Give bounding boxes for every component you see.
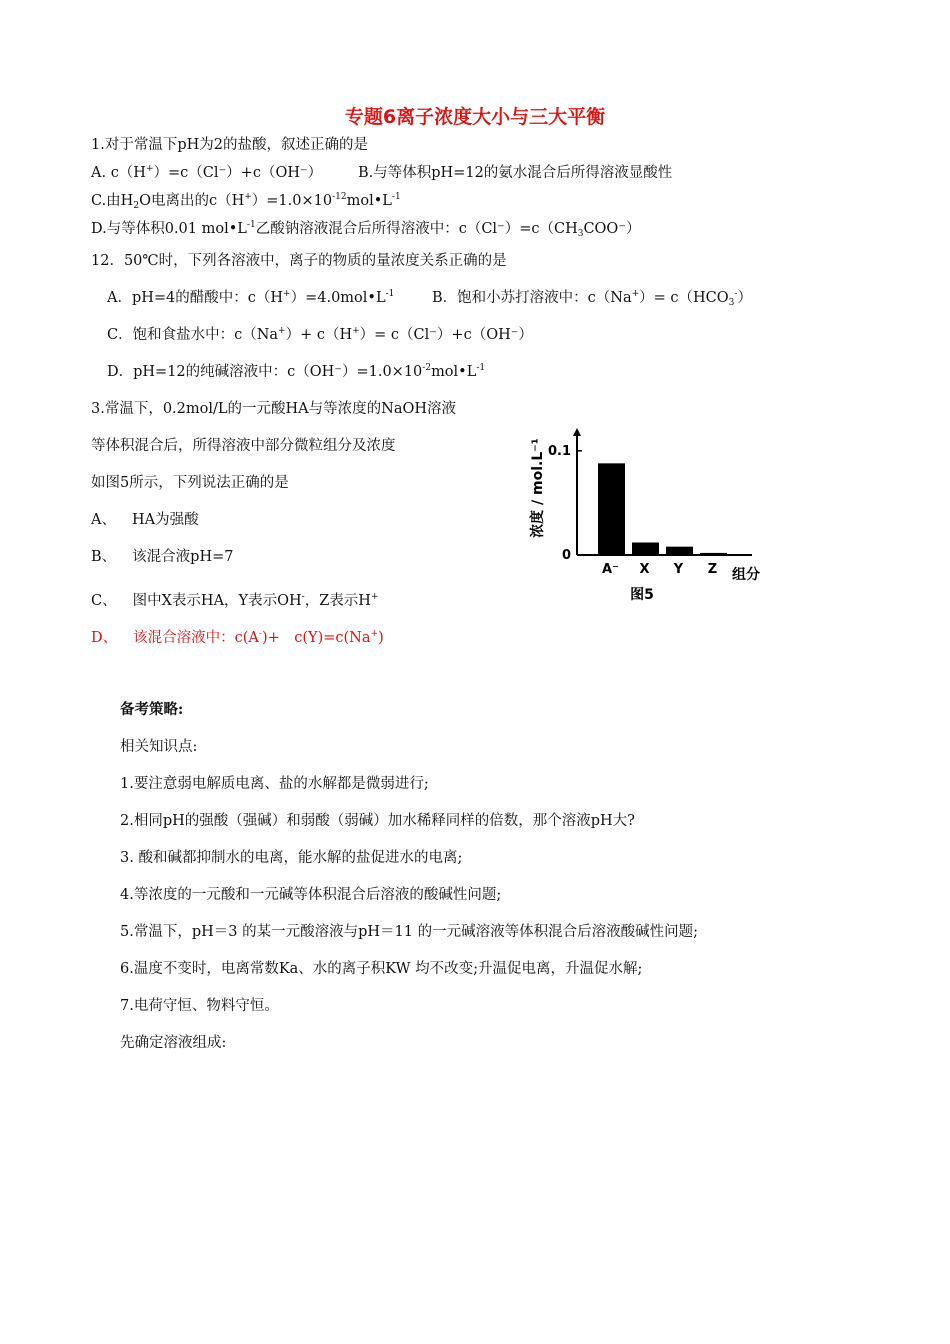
bar-4 [700, 553, 727, 555]
bar-2 [632, 543, 659, 556]
figure-5-chart [520, 418, 780, 613]
y-axis-arrow [573, 428, 581, 436]
y-axis-label: 浓度 / mol.L⁻¹ [530, 438, 546, 538]
x-tick-label: Y [673, 562, 684, 577]
strategy-item-7: 7.电荷守恒、物料守恒。 [120, 998, 279, 1014]
q2-option-a: A．pH=4的醋酸中：$c(H^+)=4.0mol•L^{-1}$ [107, 289, 395, 306]
x-tick-label: A⁻ [602, 562, 619, 577]
bar-3 [666, 547, 693, 555]
y-tick-label: 0.1 [547, 443, 571, 459]
q1-option-a: A. c（H+）=c（Cl⁻）+c（OH⁻） [91, 164, 323, 181]
strategy-item-5: 5.常温下，pH＝3 的某一元酸溶液与pH＝11 的一元碱溶液等体积混合后溶液酸碱性问题; [120, 924, 698, 940]
q3-option-c: C、 图中X表示HA，Y表示OH-，Z表示H+ [91, 592, 379, 609]
q1-option-b: B.与等体积pH=12的氨水混合后所得溶液显酸性 [358, 165, 673, 181]
q1-option-c: C.由$H_2O$电离出的$c(H^+)=1.0\times 10^{-12}mol•L^{-1}$ [91, 192, 401, 211]
strategy-item-3: 3. 酸和碱都抑制水的电离，能水解的盐促进水的电离; [120, 850, 463, 866]
q3-stem-line-2: 等体积混合后，所得溶液中部分微粒组分及浓度 [91, 438, 396, 454]
x-axis-label: 组分 [732, 567, 760, 583]
q3-option-d: D、 该混合溶液中：c(A-)+ c(Y)=c(Na+) [91, 629, 384, 646]
q1-option-d: D.与等体积0.01 $mol•L^{-1}$乙酸钠溶液混合后所得溶液中：$c(Cl^-)=c(CH_3COO^-)$ [91, 220, 641, 239]
strategy-last-line: 先确定溶液组成: [120, 1035, 227, 1051]
strategy-item-6: 6.温度不变时，电离常数Ka、水的离子积KW 均不改变;升温促电离，升温促水解; [120, 961, 643, 977]
q3-stem-line-1: 3.常温下，0.2mol/L的一元酸HA与等浓度的NaOH溶液 [91, 401, 457, 417]
strategy-heading: 备考策略: [120, 701, 184, 718]
x-tick-label: Z [707, 562, 718, 577]
q3-stem-line-3: 如图5所示，下列说法正确的是 [91, 475, 289, 491]
figure-caption: 图5 [630, 587, 654, 603]
bar-1 [598, 463, 625, 555]
y-tick-label: 0 [561, 548, 571, 563]
strategy-item-4: 4.等浓度的一元酸和一元碱等体积混合后溶液的酸碱性问题; [120, 887, 502, 903]
strategy-item-1: 1.要注意弱电解质电离、盐的水解都是微弱进行; [120, 776, 429, 792]
q2-option-b: B．饱和小苏打溶液中：$c(Na^+)= c(HCO_3^-)$ [432, 289, 752, 308]
q2-stem: 12．50℃时，下列各溶液中，离子的物质的量浓度关系正确的是 [91, 253, 507, 269]
q2-option-d: D．pH=12的纯碱溶液中：$c(OH^-)=1.0\times 10^{-2}mol•L^{-1}$ [107, 363, 486, 380]
x-tick-label: X [639, 562, 650, 577]
strategy-subheading: 相关知识点: [120, 739, 198, 755]
strategy-item-2: 2.相同pH的强酸（强碱）和弱酸（弱碱）加水稀释同样的倍数，那个溶液pH大? [120, 813, 635, 829]
q1-stem: 1.对于常温下pH为2的盐酸，叙述正确的是 [91, 137, 368, 153]
bar-chart [520, 418, 780, 613]
page-title: 专题6离子浓度大小与三大平衡 [344, 106, 606, 128]
q3-option-a: A、 HA为强酸 [91, 512, 199, 528]
q3-option-b: B、 该混合液pH=7 [91, 549, 234, 565]
q2-option-c: C．饱和食盐水中：c（Na+）+ c（H+）= c（Cl⁻）+c（OH⁻） [107, 326, 533, 343]
